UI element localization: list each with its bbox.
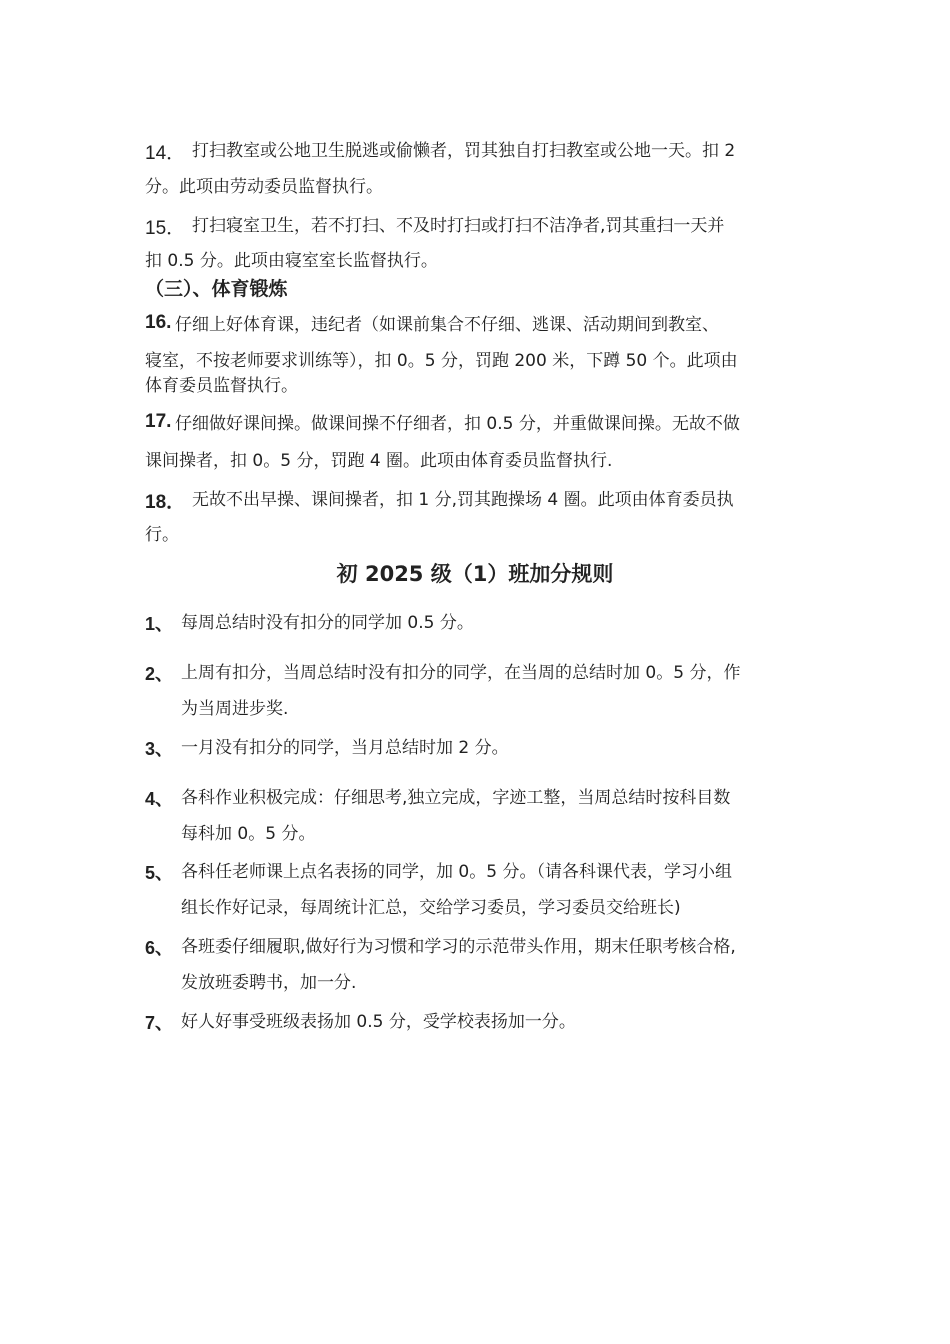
item-16-number: 16. (145, 312, 172, 333)
rule-2-line2: 为当周进步奖. (181, 699, 289, 719)
item-14-line2: 分。此项由劳动委员监督执行。 (145, 177, 383, 197)
bonus-rules-title: 初 2025 级（1）班加分规则 (336, 562, 614, 586)
rule-7-line1: 好人好事受班级表扬加 0.5 分，受学校表扬加一分。 (181, 1012, 576, 1032)
item-14-line1: 打扫教室或公地卫生脱逃或偷懒者，罚其独自打扫教室或公地一天。扣 2 (192, 141, 736, 161)
item-16-line3: 体育委员监督执行。 (145, 376, 298, 396)
rule-3-line1: 一月没有扣分的同学，当月总结时加 2 分。 (181, 738, 509, 758)
rule-6-line2: 发放班委聘书，加一分. (181, 973, 357, 993)
rule-6-line1: 各班委仔细履职,做好行为习惯和学习的示范带头作用，期末任职考核合格, (181, 937, 736, 957)
rule-2-line1: 上周有扣分，当周总结时没有扣分的同学，在当周的总结时加 0。5 分，作 (181, 663, 741, 683)
item-18-line1: 无故不出早操、课间操者，扣 1 分,罚其跑操场 4 圈。此项由体育委员执 (192, 490, 734, 510)
rule-4-number: 4、 (145, 789, 174, 809)
item-17-line1: 仔细做好课间操。做课间操不仔细者，扣 0.5 分，并重做课间操。无故不做 (175, 414, 740, 434)
item-18-number: 18． (145, 492, 186, 513)
section-heading-sports: （三）、体育锻炼 (145, 278, 288, 300)
item-17-number: 17. (145, 411, 172, 432)
rule-4-line1: 各科作业积极完成：仔细思考,独立完成，字迹工整，当周总结时按科目数 (181, 788, 731, 808)
item-15-number: 15． (145, 218, 186, 239)
item-15-line2: 扣 0.5 分。此项由寝室室长监督执行。 (145, 251, 438, 271)
rule-5-line2: 组长作好记录，每周统计汇总，交给学习委员，学习委员交给班长) (181, 898, 681, 918)
rule-7-number: 7、 (145, 1013, 174, 1033)
rule-1-line1: 每周总结时没有扣分的同学加 0.5 分。 (181, 613, 474, 633)
rule-5-line1: 各科任老师课上点名表扬的同学，加 0。5 分。（请各科课代表，学习小组 (181, 862, 732, 882)
item-16-line2: 寝室，不按老师要求训练等），扣 0。5 分，罚跑 200 米，下蹲 50 个。此项由 (145, 351, 738, 371)
item-16-line1: 仔细上好体育课，违纪者（如课前集合不仔细、逃课、活动期间到教室、 (175, 315, 719, 335)
rule-6-number: 6、 (145, 938, 174, 958)
rule-4-line2: 每科加 0。5 分。 (181, 824, 316, 844)
rule-1-number: 1、 (145, 614, 174, 634)
item-18-line2: 行。 (145, 525, 179, 545)
item-15-line1: 打扫寝室卫生，若不打扫、不及时打扫或打扫不洁净者,罚其重扫一天并 (192, 216, 725, 236)
rule-3-number: 3、 (145, 739, 174, 759)
item-14-number: 14． (145, 143, 186, 164)
rule-2-number: 2、 (145, 664, 174, 684)
rule-5-number: 5、 (145, 863, 174, 883)
item-17-line2: 课间操者，扣 0。5 分，罚跑 4 圈。此项由体育委员监督执行. (145, 451, 613, 471)
